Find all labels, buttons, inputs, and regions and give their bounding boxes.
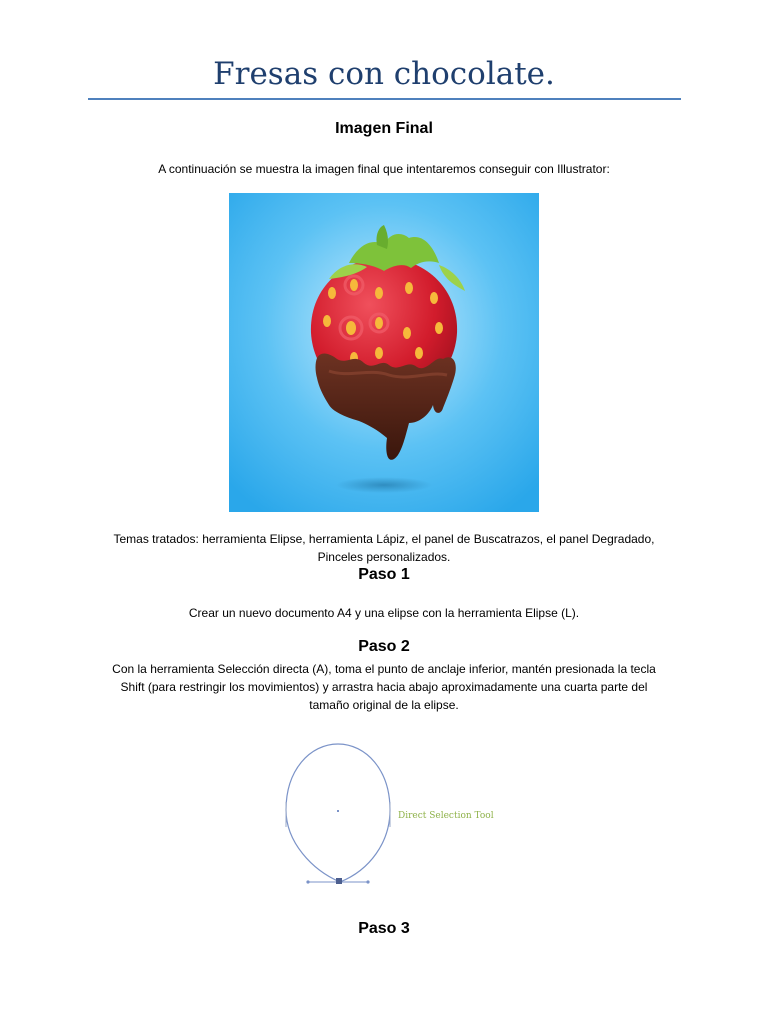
- document-title: Fresas con chocolate.: [213, 56, 555, 92]
- heading-paso-3: Paso 3: [358, 920, 410, 937]
- heading-paso-2: Paso 2: [358, 638, 410, 655]
- topics-line-1: Temas tratados: herramienta Elipse, herramienta Lápiz, el panel de Buscatrazos, el panel Degradado,: [113, 532, 655, 546]
- step2-line-3: tamaño original de la elipse.: [309, 698, 459, 712]
- title-underline: [88, 98, 681, 100]
- heading-paso-1: Paso 1: [358, 566, 410, 583]
- step2-line-1: Con la herramienta Selección directa (A), toma el punto de anclaje inferior, mantén presionada la tecla: [112, 662, 656, 676]
- direct-selection-diagram: [272, 732, 496, 902]
- step1-paragraph: Crear un nuevo documento A4 y una elipse con la herramienta Elipse (L).: [188, 606, 580, 620]
- heading-imagen-final: Imagen Final: [335, 120, 433, 137]
- diagram-label: Direct Selection Tool: [398, 811, 494, 821]
- strawberry-illustration: [229, 193, 539, 512]
- step2-line-2: Shift (para restringir los movimientos) y arrastra hacia abajo aproximadamente una cuarta parte del: [120, 680, 648, 694]
- intro-paragraph: A continuación se muestra la imagen final que intentaremos conseguir con Illustrator:: [158, 162, 610, 176]
- topics-line-2: Pinceles personalizados.: [317, 550, 451, 564]
